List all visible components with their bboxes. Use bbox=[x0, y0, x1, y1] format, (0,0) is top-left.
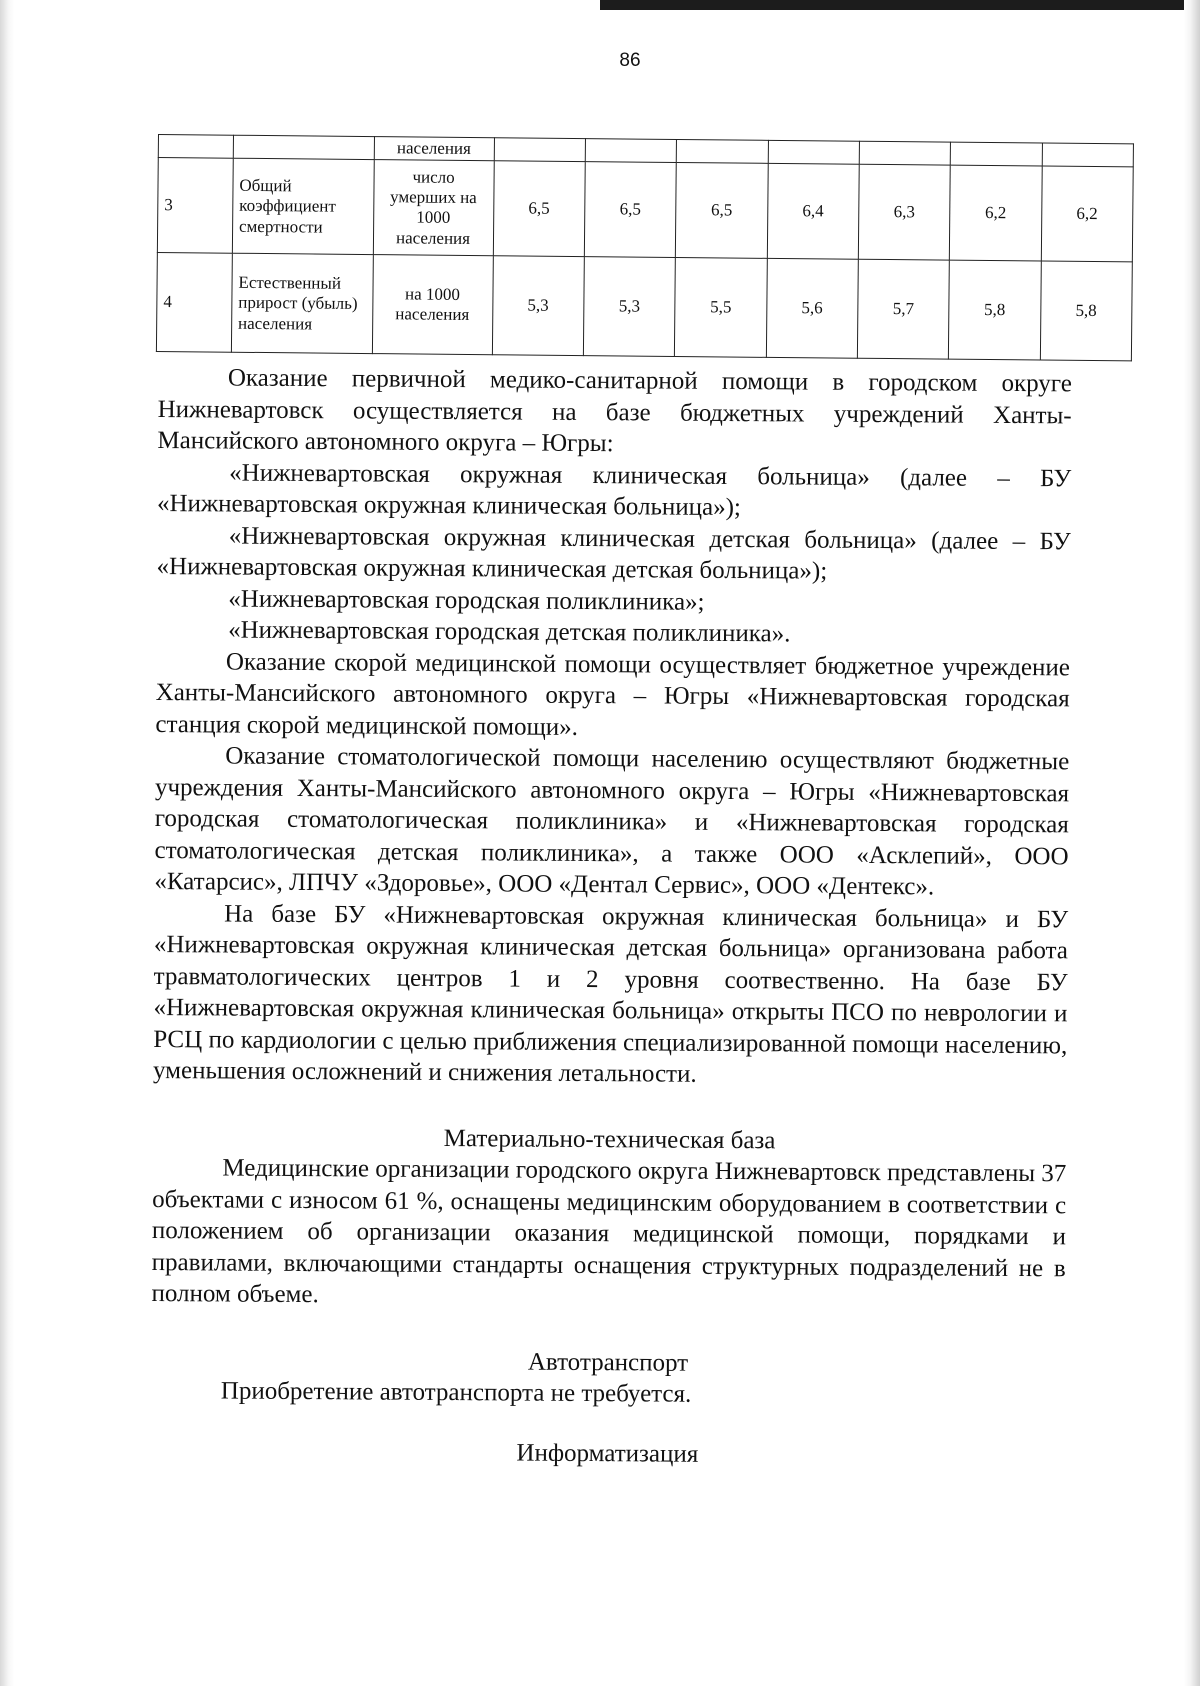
paragraph: На базе БУ «Нижневартовская окружная клиническая больница» и БУ «Нижневартовская окружная клиническая детская больница» организована работа травматологических центров 1 и 2 уровня соотвественно. На базе БУ «Нижневартовская окружная клиническая больница» открыты ПСО по неврологии и РСЦ по кардиологии с целью приближения специализированной помощи населению, уменьшения осложнений и снижения летальности. bbox=[152, 899, 1069, 1088]
document-body bbox=[150, 362, 1072, 1472]
row-number: 4 bbox=[156, 253, 232, 353]
paragraph: Оказание первичной медико-санитарной помощи в городском округе Нижневартовск осуществляется на базе бюджетных учреждений Ханты-Мансийского автономного округа – Югры: bbox=[157, 364, 1072, 458]
value-cell: 6,5 bbox=[676, 163, 768, 259]
list-item: «Нижневартовская окружная клиническая больница» (далее – БУ «Нижневартовская окружная клиническая больница»); bbox=[156, 459, 1072, 522]
list-item: «Нижневартовская городская детская поликлиника». bbox=[228, 616, 791, 648]
value-cell bbox=[859, 141, 951, 165]
row-number bbox=[158, 135, 233, 159]
value-cell: 5,6 bbox=[766, 259, 858, 359]
value-cell: 5,7 bbox=[857, 260, 949, 360]
indicator-name: Естественный прирост (убыль) населения bbox=[231, 254, 373, 354]
value-cell: 6,4 bbox=[767, 164, 859, 260]
value-cell: 5,3 bbox=[583, 257, 675, 357]
paragraph: Оказание скорой медицинской помощи осуществляет бюджетное учреждение Ханты-Мансийского автономного округа – Югры «Нижневартовская городская станция скорой медицинской помощи». bbox=[155, 647, 1070, 741]
value-cell: 6,2 bbox=[950, 165, 1042, 261]
value-cell: 6,3 bbox=[858, 165, 950, 261]
value-cell bbox=[950, 142, 1042, 166]
value-cell bbox=[676, 139, 768, 163]
unit-cell: населения bbox=[374, 137, 494, 162]
paragraph: Оказание стоматологической помощи населению осуществляют бюджетные учреждения Ханты-Мансийского автономного округа – Югры «Нижневартовская городская стоматологическая поликлиника» и «Нижневартовская городская стоматологическая детская поликлиника», а также ООО «Асклепий», ООО «Катарсис», ЛПЧУ «Здоровье», ООО «Дентал Сервис», ООО «Дентекс». bbox=[154, 742, 1070, 901]
table-row bbox=[156, 253, 1132, 361]
row-number: 3 bbox=[157, 158, 233, 254]
indicators-table bbox=[156, 134, 1134, 362]
paragraph: Медицинские организации городского округа Нижневартовск представлены 37 объектами с износом 61 %, оснащены медицинским оборудованием в соответствии с положением об организации оказания медицинской помощи, порядками и правилами, включающими стандарты оснащения структурных подразделений не в полном объеме. bbox=[151, 1154, 1067, 1309]
value-cell bbox=[494, 138, 586, 162]
section-heading: Материально-техническая база bbox=[443, 1124, 776, 1154]
value-cell: 5,8 bbox=[1040, 261, 1132, 361]
indicator-name bbox=[233, 135, 374, 160]
value-cell: 6,5 bbox=[493, 161, 585, 257]
indicator-name: Общий коэффициент смертности bbox=[232, 159, 373, 255]
value-cell: 5,5 bbox=[675, 258, 767, 358]
unit-cell: на 1000 населения bbox=[372, 255, 493, 355]
scan-left-edge bbox=[0, 0, 14, 1686]
page-number: 86 bbox=[619, 50, 641, 71]
value-cell bbox=[768, 140, 860, 164]
value-cell: 5,3 bbox=[492, 256, 584, 356]
paragraph: Приобретение автотранспорта не требуется. bbox=[220, 1377, 692, 1408]
list-item: «Нижневартовская городская поликлиника»; bbox=[228, 584, 705, 616]
value-cell: 6,2 bbox=[1041, 166, 1133, 262]
table-row bbox=[157, 158, 1133, 262]
value-cell: 5,8 bbox=[949, 260, 1041, 360]
section-heading: Информатизация bbox=[516, 1439, 699, 1468]
unit-cell: число умерших на 1000 населения bbox=[373, 160, 494, 256]
scan-top-edge bbox=[600, 0, 1200, 10]
section-heading: Автотранспорт bbox=[527, 1348, 689, 1377]
list-item: «Нижневартовская окружная клиническая детская больница» (далее – БУ «Нижневартовская окружная клиническая детская больница»); bbox=[156, 521, 1071, 585]
value-cell bbox=[1042, 143, 1134, 167]
scan-right-edge bbox=[1184, 0, 1200, 1686]
value-cell bbox=[585, 139, 677, 163]
value-cell: 6,5 bbox=[584, 162, 676, 258]
